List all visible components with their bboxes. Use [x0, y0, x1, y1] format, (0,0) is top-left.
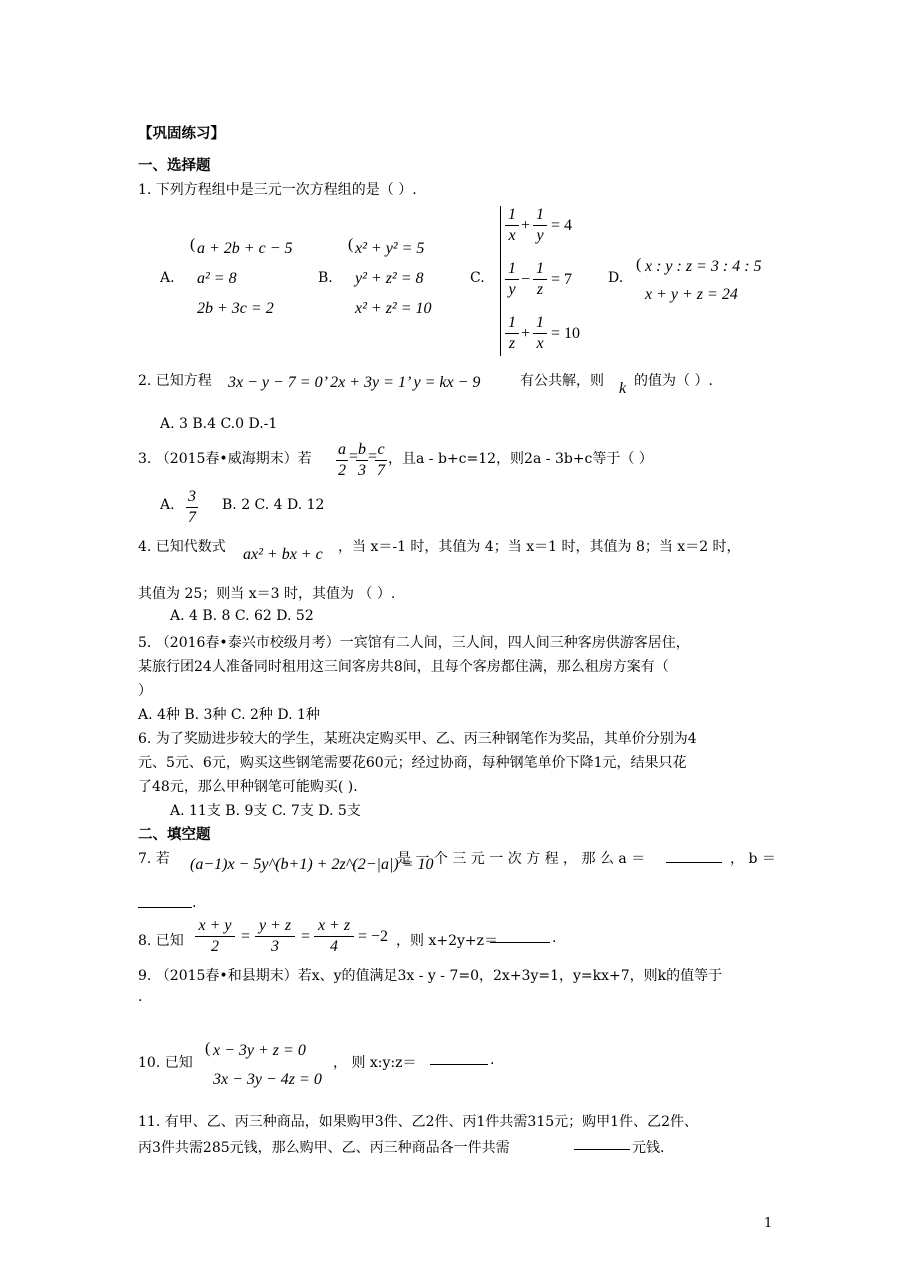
q1-c-eq2: = 7 [551, 271, 573, 288]
q7-blank-b[interactable] [138, 893, 192, 908]
question-2-text-b: 有公共解，则 [520, 373, 604, 389]
q1-c-frac-1x-b: 1 x [533, 314, 547, 353]
question-10-text-c: . [490, 1052, 495, 1068]
q1-d-eq2: x + y + z = 24 [645, 286, 738, 303]
question-6-line-1: 6. 为了奖励进步较大的学生，某班决定购买甲、乙、丙三种钢笔作为奖品，其单价分别为4 [138, 731, 697, 747]
question-1-text: 1. 下列方程组中是三元一次方程组的是（ ）. [138, 182, 417, 198]
q1-option-d-label: D. [608, 270, 624, 286]
question-9-line-1: 9. （2015春•和县期末）若x、y的值满足3x - y - 7=0，2x+3y=1，y=kx+7，则k的值等于 [138, 968, 723, 984]
q1-option-a-label: A. [160, 270, 175, 286]
question-4-text-b: ，当 x＝-1 时，其值为 4；当 x＝1 时，其值为 8；当 x＝2 时， [338, 539, 741, 555]
q1-a-eq1: a + 2b + c − 5 [197, 240, 293, 257]
question-7-text-b: 是 一 个 三 元 一 次 方 程 ， 那 么 a ＝ [397, 851, 646, 867]
q1-c-frac-1x: 1 x [505, 206, 519, 245]
section-title-fill: 二、填空题 [138, 826, 211, 843]
q1-option-b-label: B. [318, 270, 333, 286]
q7-blank-a[interactable] [666, 848, 722, 863]
q3-frac-c: c 7 [377, 441, 385, 479]
q1-a-eq2: a² = 8 [197, 270, 237, 287]
q10-brace: ( [205, 1040, 211, 1057]
q1-c-eq3: = 10 [551, 325, 581, 342]
question-4-text-a: 4. 已知代数式 [138, 539, 226, 555]
q1-b-eq1: x² + y² = 5 [355, 240, 425, 257]
question-7-text-a: 7. 若 [138, 851, 170, 867]
question-8-text-b: ，则 x+2y+z＝ [396, 933, 498, 949]
q10-eq2: 3x − 3y − 4z = 0 [213, 1071, 322, 1088]
q3-frac-a: a 2 [338, 441, 346, 479]
q6-options: A. 11支 B. 9支 C. 7支 D. 5支 [170, 803, 361, 819]
question-11-line-2: 丙3件共需285元钱，那么购甲、乙、丙三种商品各一件共需 [138, 1140, 510, 1156]
q10-blank[interactable] [430, 1050, 488, 1065]
q4-options: A. 4 B. 8 C. 62 D. 52 [170, 608, 314, 624]
q1-b-eq2: y² + z² = 8 [355, 270, 424, 287]
question-8-text-a: 8. 已知 [138, 933, 184, 949]
q5-options: A. 4种 B. 3种 C. 2种 D. 1种 [138, 707, 320, 723]
section-header: 【巩固练习】 [138, 125, 225, 142]
question-3-text-b: ，且a - b+c=12，则2a - 3b+c等于（ ） [388, 451, 653, 467]
q8-frac-yz: y + z 3 [255, 917, 295, 956]
q1-c-brace [500, 206, 501, 356]
q2-k: k [619, 380, 627, 397]
q1-c-frac-1z-b: 1 z [505, 314, 519, 353]
q1-c-frac-1y-b: 1 y [505, 260, 519, 299]
q1-a-brace: ( [190, 236, 196, 253]
q1-option-c-label: C. [470, 270, 485, 286]
q1-a-eq3: 2b + 3c = 2 [197, 300, 274, 317]
q7-equation: (a−1)x − 5y^(b+1) + 2z^(2−|a|) = 10 [190, 856, 434, 873]
q3-frac-b: b 3 [358, 441, 366, 479]
question-2-text-a: 2. 已知方程 [138, 373, 212, 389]
question-5-line-1: 5. （2016春•泰兴市校级月考）一宾馆有二人间，三人间，四人间三种客房供游客居住， [138, 635, 690, 651]
question-7-text-d: . [192, 895, 197, 911]
question-8-text-c: . [552, 930, 557, 946]
q8-eq-tail: = −2 [358, 928, 389, 945]
q8-frac-xy: x + y 2 [195, 917, 235, 956]
question-6-line-2: 元、5元、6元，购买这些钢笔需要花60元；经过协商，每种钢笔单价下降1元，结果只花 [138, 755, 687, 771]
question-11-line-2-tail: 元钱. [632, 1140, 665, 1156]
question-5-line-2: 某旅行团24人准备同时租用这三间客房共8间，且每个客房都住满，那么租房方案有（ [138, 659, 669, 675]
section-title-choice: 一、选择题 [138, 157, 211, 174]
q4-expression: ax² + bx + c [243, 546, 323, 563]
q8-blank[interactable] [490, 928, 550, 943]
q1-c-frac-1y: 1 y [533, 206, 547, 245]
q2-equations: 3x − y − 7 = 0’ 2x + 3y = 1’ y = kx − 9 [228, 374, 481, 391]
q1-c-frac-1z: 1 z [533, 260, 547, 299]
question-10-text-a: 10. 已知 [138, 1055, 193, 1071]
question-5-line-3: ） [138, 683, 152, 699]
q8-frac-xz: x + z 4 [314, 917, 354, 956]
question-3-text-a: 3. （2015春•威海期末）若 [138, 451, 312, 467]
q1-d-brace: ( [636, 256, 642, 273]
q11-blank[interactable] [574, 1135, 630, 1150]
question-9-line-2: . [138, 989, 143, 1005]
question-7-text-c: ， b ＝ [730, 851, 776, 867]
question-10-text-b: ， 则 x:y:z＝ [333, 1055, 417, 1071]
page-number: 1 [764, 1216, 773, 1231]
q3-option-a-frac: 3 7 [188, 488, 196, 526]
question-4-text-c: 其值为 25；则当 x＝3 时，其值为 （ ）. [138, 586, 396, 602]
q3-option-a-label: A. [160, 497, 175, 513]
q1-b-eq3: x² + z² = 10 [355, 300, 432, 317]
q10-eq1: x − 3y + z = 0 [213, 1042, 306, 1059]
q1-b-brace: ( [348, 236, 354, 253]
question-11-line-1: 11. 有甲、乙、丙三种商品，如果购甲3件、乙2件、丙1件共需315元；购甲1件、乙2件、 [138, 1114, 698, 1130]
question-6-line-3: 了48元，那么甲种钢笔可能购买( ). [138, 779, 358, 795]
q1-c-eq1: = 4 [551, 217, 573, 234]
question-2-text-c: 的值为（ ）. [634, 373, 713, 389]
document-page: 【巩固练习】 一、选择题 1. 下列方程组中是三元一次方程组的是（ ）. A. ( a + 2b + c − 5 a² = 8 2b + 3c = 2 B. ( x² + y² = 5 y² + z² = 8 x² + z² = 10 C. 1 x + 1 y = 4 1 y − 1 z = 7 1 z + 1 x = 10 D. ( x : y : z = 3 : 4 : 5 x + y + z = 24 2. 已知方程 3x − y − 7 = 0’ 2x + 3y = 1’ y = kx − 9 有公共解，则 k 的值为（ ）. A. 3 B.4 C.0 D.-1 3. （2015春•威海期末）若 a 2 = b 3 = c 7 ，且a - b+c=12，则2a - 3b+c等于（ ） A. 3 7 B. 2 C. 4 D. 12 4. 已知代数式 ax² + bx + c ，当 x＝-1 时，其值为 4；当 x＝1 时，其值为 8；当 x＝2 时， 其值为 25；则当 x＝3 时，其值为 （ ）. A. 4 B. 8 C. 62 D. 52 5. （2016春•泰兴市校级月考）一宾馆有二人间，三人间，四人间三种客房供游客居住， 某旅行团24人准备同时租用这三间客房共8间，且每个客房都住满，那么租房方案有（ ） A. 4种 B. 3种 C. 2种 D. 1种 6. 为了奖励进步较大的学生，某班决定购买甲、乙、丙三种钢笔作为奖品，其单价分别为4 元、5元、6元，购买这些钢笔需要花60元；经过协商，每种钢笔单价下降1元，结果只花 了48元，那么甲种钢笔可能购买( ). A. 11支 B. 9支 C. 7支 D. 5支 二、填空题 7. 若 (a−1)x − 5y^(b+1) + 2z^(2−|a|) = 10 是 一 个 三 元 一 次 方 程 ， 那 么 a ＝ ， b ＝ . 8. 已知 x + y 2 = y + z 3 = x + z 4 = −2 ，则 x+2y+z＝ . 9. （2015春•和县期末）若x、y的值满足3x - y - 7=0，2x+3y=1，y=kx+7，则k的值等于 . 10. 已知 ( x − 3y + z = 0 3x − 3y − 4z = 0 ， 则 x:y:z＝ . 11. 有甲、乙、丙三种商品，如果购甲3件、乙2件、丙1件共需315元；购甲1件、乙2件、 丙3件共需285元钱，那么购甲、乙、丙三种商品各一件共需 元钱. 1 [0, 0, 909, 1286]
q1-d-eq1: x : y : z = 3 : 4 : 5 [645, 258, 762, 275]
q3-options-rest: B. 2 C. 4 D. 12 [222, 497, 325, 513]
q2-options: A. 3 B.4 C.0 D.-1 [160, 416, 278, 432]
